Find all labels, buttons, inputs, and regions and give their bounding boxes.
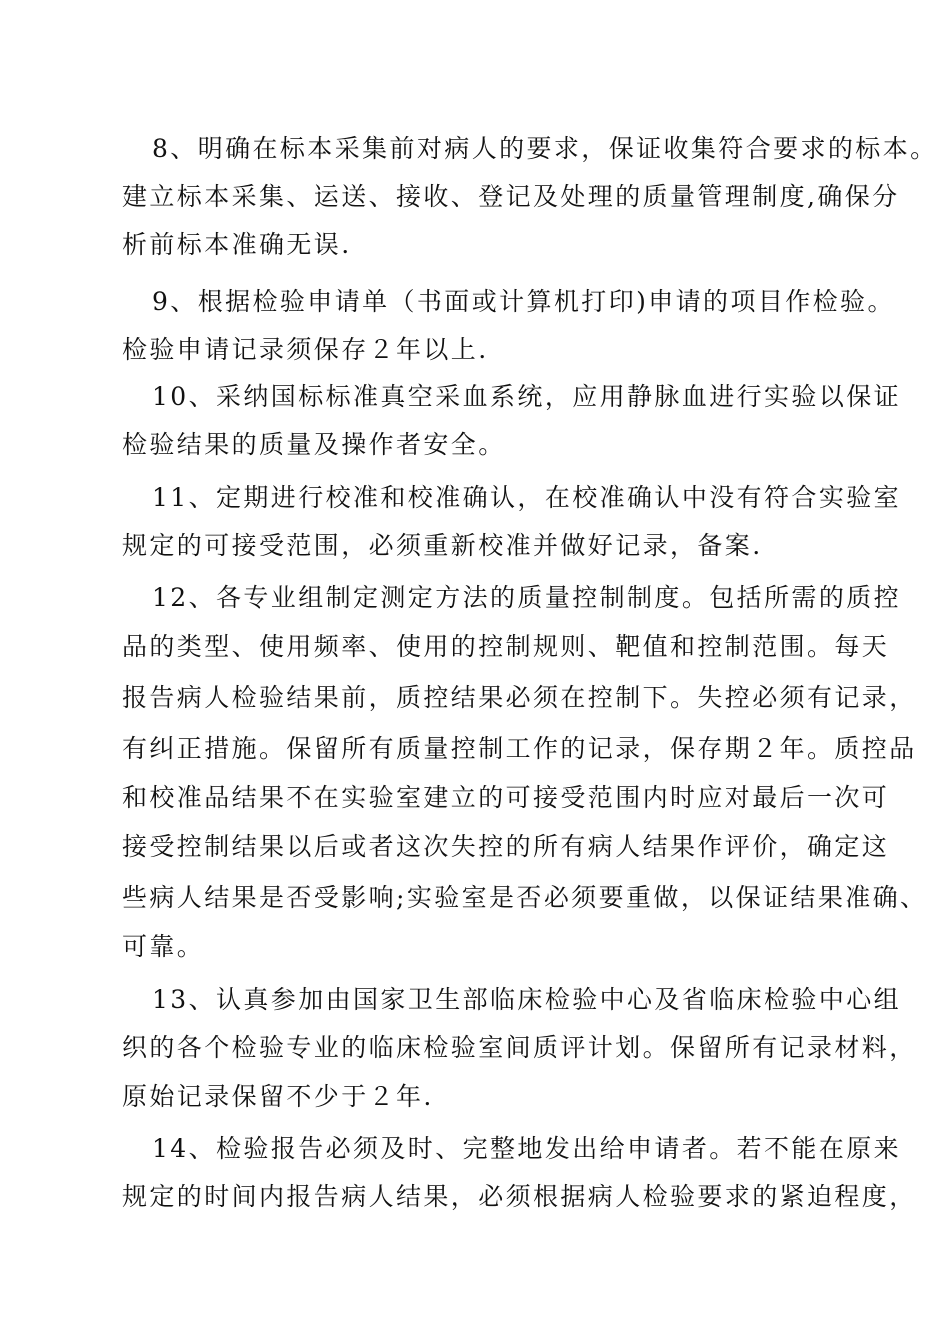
paragraph-8-line-1: 8、明确在标本采集前对病人的要求，保证收集符合要求的标本。: [152, 134, 938, 163]
paragraph-11-line-2: 规定的可接受范围，必须重新校准并做好记录，备案.: [122, 531, 763, 560]
paragraph-11-line-1: 11、定期进行校准和校准确认，在校准确认中没有符合实验室: [152, 483, 902, 512]
paragraph-12-line-7: 些病人结果是否受影响;实验室是否必须要重做，以保证结果准确、: [122, 883, 928, 912]
paragraph-13-line-2: 织的各个检验专业的临床检验室间质评计划。保留所有记录材料，: [122, 1033, 917, 1062]
paragraph-13-line-1: 13、认真参加由国家卫生部临床检验中心及省临床检验中心组: [152, 985, 902, 1014]
paragraph-12-line-3: 报告病人检验结果前，质控结果必须在控制下。失控必须有记录，: [122, 683, 917, 712]
paragraph-10-line-1: 10、采纳国标标准真空采血系统，应用静脉血进行实验以保证: [152, 382, 902, 411]
paragraph-13-line-3: 原始记录保留不少于２年.: [122, 1082, 434, 1111]
paragraph-12-line-6: 接受控制结果以后或者这次失控的所有病人结果作评价，确定这: [122, 832, 890, 861]
paragraph-14-line-1: 14、检验报告必须及时、完整地发出给申请者。若不能在原来: [152, 1134, 902, 1163]
paragraph-12-line-2: 品的类型、使用频率、使用的控制规则、靶值和控制范围。每天: [122, 632, 890, 661]
paragraph-14-line-2: 规定的时间内报告病人结果，必须根据病人检验要求的紧迫程度，: [122, 1182, 917, 1211]
paragraph-8-line-2: 建立标本采集、运送、接收、登记及处理的质量管理制度,确保分: [122, 182, 900, 211]
paragraph-12-line-1: 12、各专业组制定测定方法的质量控制制度。包括所需的质控: [152, 583, 902, 612]
paragraph-12-line-4: 有纠正措施。保留所有质量控制工作的记录，保存期２年。质控品: [122, 734, 917, 763]
paragraph-9-line-2: 检验申请记录须保存２年以上.: [122, 335, 489, 364]
paragraph-8-line-3: 析前标本准确无误.: [122, 230, 352, 259]
paragraph-12-line-5: 和校准品结果不在实验室建立的可接受范围内时应对最后一次可: [122, 783, 890, 812]
paragraph-9-line-1: 9、根据检验申请单（书面或计算机打印)申请的项目作检验。: [152, 287, 895, 316]
paragraph-10-line-2: 检验结果的质量及操作者安全。: [122, 430, 506, 459]
paragraph-12-line-8: 可靠。: [122, 932, 205, 961]
